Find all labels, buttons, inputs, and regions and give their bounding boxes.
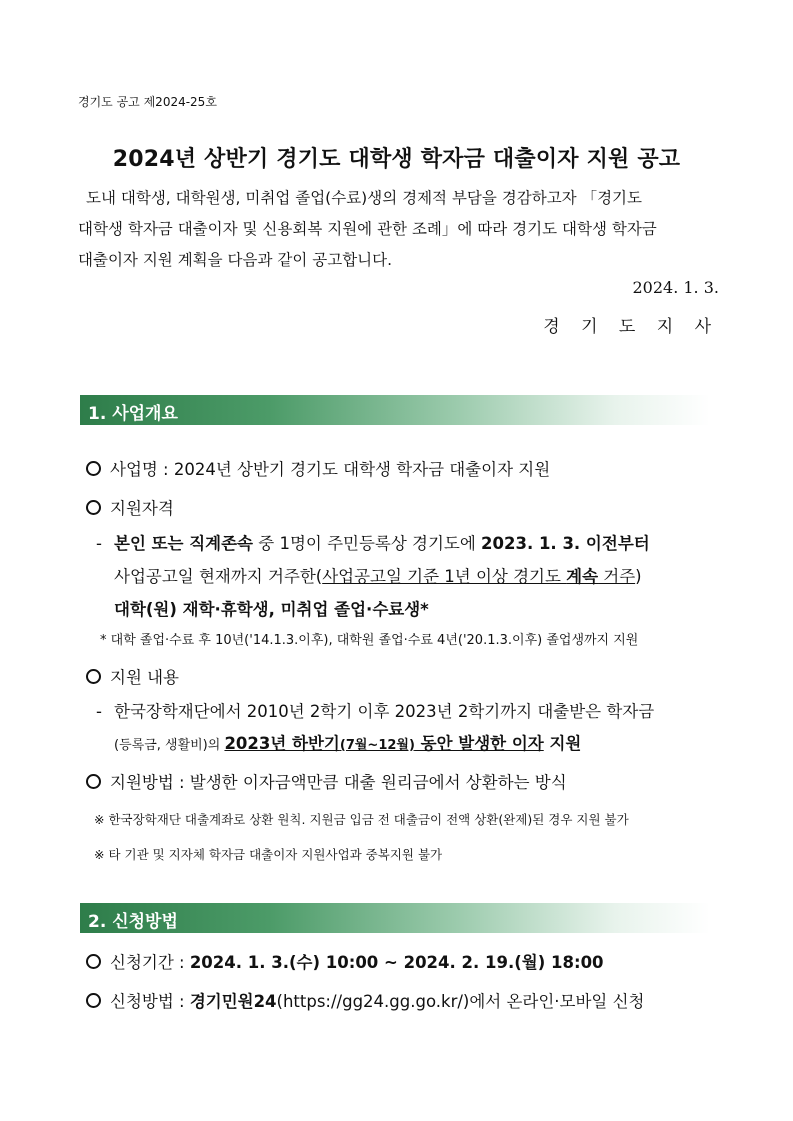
section-2-header (80, 903, 710, 933)
eligibility-condition: 사업공고일 기준 1년 이상 경기도 (322, 567, 567, 586)
eligibility-continuous: 계속 (566, 567, 599, 586)
section-2-title: 2. 신청방법 (88, 912, 178, 932)
circle-bullet-icon (86, 500, 101, 515)
eligibility-line-3: 대학(원) 재학·휴학생, 미취업 졸업·수료생* (114, 600, 429, 619)
issuer: 경 기 도 지 사 (543, 317, 719, 337)
eligibility-close-paren: ) (635, 567, 642, 586)
apply-period-value: 2024. 1. 3.(수) 10:00 ~ 2024. 2. 19.(월) 18:00 (189, 953, 604, 972)
business-name-item (86, 456, 550, 480)
notice-date: 2024. 1. 3. (632, 278, 719, 297)
content-item (86, 664, 179, 688)
dash-bullet: - (96, 702, 102, 721)
eligibility-label: 지원자격 (110, 499, 174, 518)
content-interest: 동안 발생한 이자 (414, 734, 544, 753)
notice-number: 경기도 공고 제2024-25호 (78, 95, 217, 109)
circle-bullet-icon (86, 669, 101, 684)
eligibility-since-date: 2023. 1. 3. 이전부터 (481, 534, 650, 553)
intro-paragraph (78, 183, 723, 276)
eligibility-period: 사업공고일 현재까지 거주한( (114, 567, 323, 586)
dash-bullet: - (96, 534, 102, 553)
apply-period-item (86, 949, 604, 973)
content-label: 지원 내용 (110, 668, 180, 687)
content-loan-types: (등록금, 생활비)의 (114, 738, 225, 753)
eligibility-residence-word: 거주 (598, 567, 636, 586)
section-1-header (80, 395, 710, 425)
apply-method-item (86, 988, 644, 1012)
intro-line: 대출이자 지원 계획을 다음과 같이 공고합니다. (78, 251, 393, 269)
circle-bullet-icon (86, 774, 101, 789)
circle-bullet-icon (86, 993, 101, 1008)
circle-bullet-icon (86, 954, 101, 969)
note-2: ※ 타 기관 및 지자체 학자금 대출이자 지원사업과 중복지원 불가 (94, 847, 443, 862)
section-1-title: 1. 사업개요 (88, 404, 178, 424)
eligibility-footnote: * 대학 졸업·수료 후 10년('14.1.3.이후), 대학원 졸업·수료 4년('20.1.3.이후) 졸업생까지 지원 (100, 633, 639, 648)
content-line-2 (114, 730, 581, 754)
method-text: 지원방법 : 발생한 이자금액만큼 대출 원리금에서 상환하는 방식 (110, 773, 567, 792)
intro-line: 대학생 학자금 대출이자 및 신용회복 지원에 관한 조례」에 따라 경기도 대학생 학자금 (78, 220, 657, 238)
method-item (86, 769, 567, 793)
intro-line: 도내 대학생, 대학원생, 미취업 졸업(수료)생의 경제적 부담을 경감하고자 「경기도 (86, 189, 643, 207)
eligibility-line-2 (114, 563, 642, 587)
content-period-bold: 2023년 하반기 (224, 734, 340, 753)
content-support: 지원 (543, 734, 582, 753)
note-1: ※ 한국장학재단 대출계좌로 상환 원칙. 지원금 입금 전 대출금이 전액 상환(완제)된 경우 지원 불가 (94, 812, 629, 827)
content-text-1: 한국장학재단에서 2010년 2학기 이후 2023년 2학기까지 대출받은 학자금 (114, 702, 655, 721)
eligibility-item (86, 495, 174, 519)
content-line-1 (96, 698, 654, 722)
eligibility-who: 본인 또는 직계존속 (114, 534, 254, 553)
apply-period-label: 신청기간 : (110, 953, 190, 972)
business-name-text: 사업명 : 2024년 상반기 경기도 대학생 학자금 대출이자 지원 (110, 460, 551, 479)
eligibility-line-1 (96, 530, 650, 554)
page-title: 2024년 상반기 경기도 대학생 학자금 대출이자 지원 공고 (112, 147, 681, 172)
apply-method-site: 경기민원24 (189, 992, 277, 1011)
content-months: (7월~12월) (339, 738, 415, 753)
apply-method-rest: (https://gg24.gg.go.kr/)에서 온라인·모바일 신청 (276, 992, 645, 1011)
circle-bullet-icon (86, 461, 101, 476)
apply-method-label: 신청방법 : (110, 992, 190, 1011)
eligibility-residence: 중 1명이 주민등록상 경기도에 (253, 534, 482, 553)
